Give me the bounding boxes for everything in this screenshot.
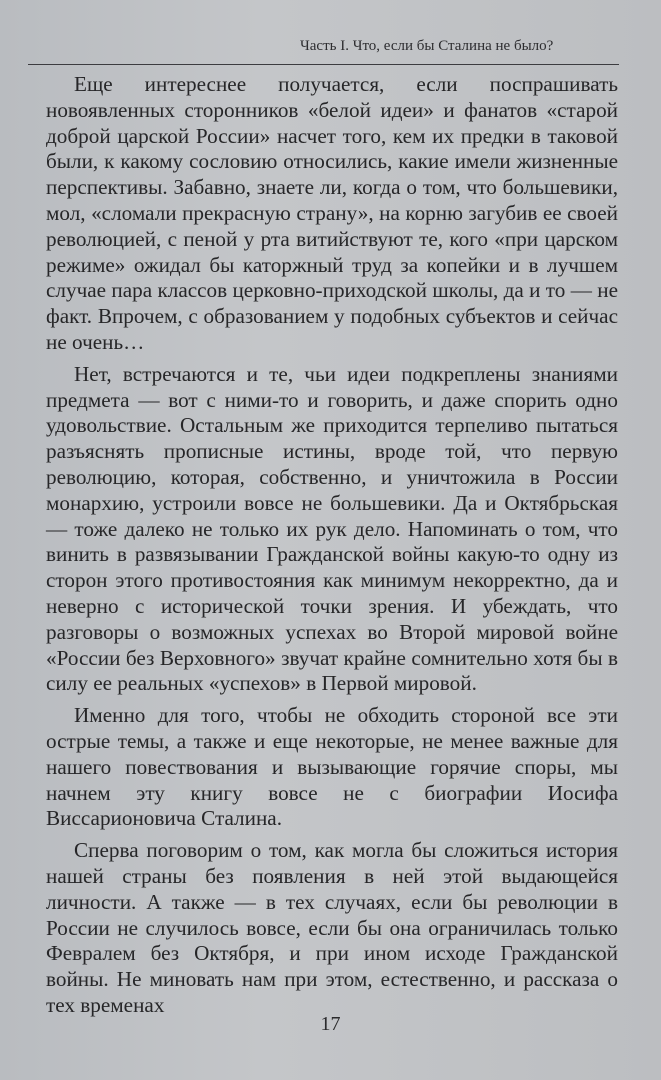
paragraph-2: Нет, встречаются и те, чьи идеи подкреплены знаниями предмета — вот с ними-то и говорить, и даже спорить одно удовольствие. Остальным же приходится терпеливо пытаться разъяснять прописные истины, вроде той, что первую революцию, которая, собственно, и уничтожила в России монархию, устроили вовсе не большевики. Да и Октябрьская — тоже далеко не только их рук дело. Напоминать о том, что винить в развязывании Гражданской войны какую-то одну из сторон этого противостояния как минимум некорректно, да и неверно с исторической точки зрения. И убеждать, что разговоры о возможных успехах во Второй мировой войне «России без Верховного» звучат крайне сомнительно хотя бы в силу ее реальных «успехов» в Первой мировой. <box>46 361 618 696</box>
header-rule <box>28 64 619 65</box>
running-header: Часть I. Что, если бы Сталина не было? <box>300 38 554 54</box>
paragraph-3: Именно для того, чтобы не обходить стороной все эти острые темы, а также и еще некоторые, не менее важные для нашего повествования и вызывающие горячие споры, мы начнем эту книгу вовсе не с биографии Иосифа Виссарионовича Сталина. <box>46 703 618 831</box>
page-number: 17 <box>320 1013 341 1035</box>
paragraph-4: Сперва поговорим о том, как могла бы сложиться история нашей страны без появления в ней этой выдающейся личности. А также — в тех случаях, если бы революции в России не случилось вовсе, если бы она ограничилась только Февралем без Октября, и при ином исходе Гражданской войны. Не миновать нам при этом, естественно, и рассказа о тех временах <box>46 838 618 1017</box>
paragraph-1: Еще интереснее получается, если поспрашивать новоявленных сторонников «белой идеи» и фанатов «старой доброй царской России» насчет того, кем их предки в таковой были, к какому сословию относились, какие имели жизненные перспективы. Забавно, знаете ли, когда о том, что большевики, мол, «сломали прекрасную страну», на корню загубив ее своей революцией, с пеной у рта витийствуют те, кого «при царском режиме» ожидал бы каторжный труд за копейки и в лучшем случае пара классов церковно-приходской школы, да и то — не факт. Впрочем, с образованием у подобных субъектов и сейчас не очень… <box>46 72 618 354</box>
body-text <box>46 72 618 1025</box>
